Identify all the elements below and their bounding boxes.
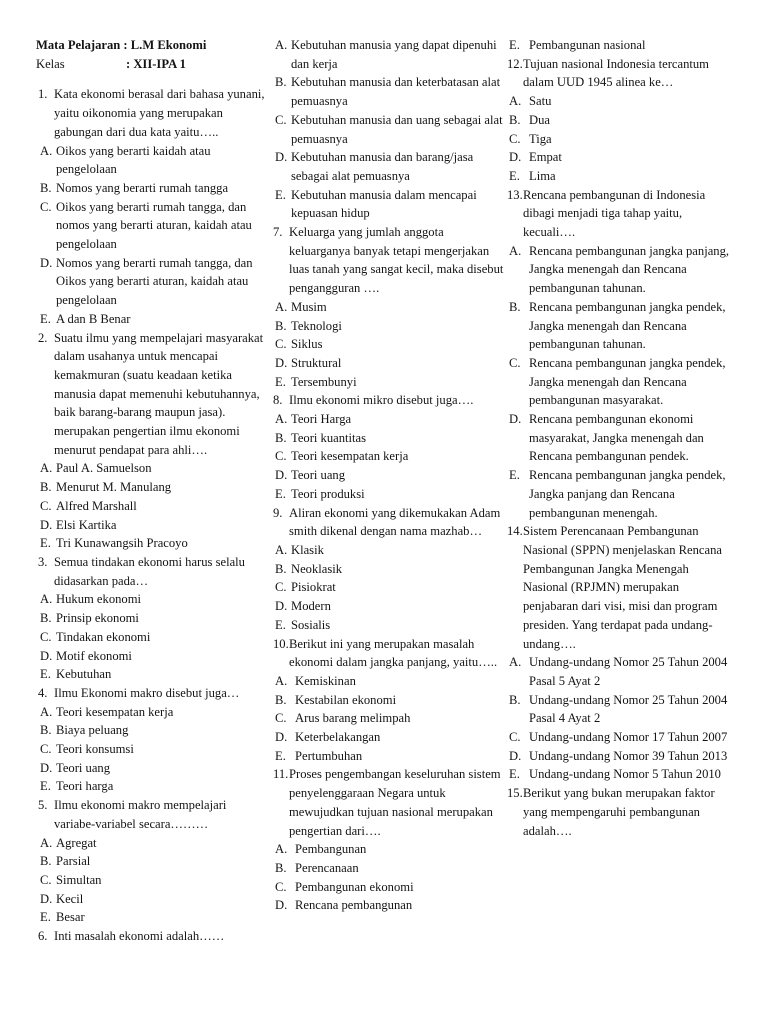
question-number: 1. — [38, 87, 48, 102]
answer-option — [36, 310, 268, 329]
answer-option — [36, 142, 268, 179]
option-text: Menurut M. Manulang — [56, 480, 172, 495]
option-text: Teori kesempatan kerja — [291, 449, 409, 464]
question-text: Proses pengembangan keseluruhan sistem penyelenggaraan Negara untuk mewujudkan tujuan nasional merupakan pengertian dari…. — [289, 767, 501, 838]
answer-option — [505, 298, 733, 354]
option-letter: D. — [275, 898, 288, 913]
question-number: 14. — [507, 524, 523, 539]
option-text: Teknologi — [291, 318, 342, 333]
answer-option — [36, 852, 268, 871]
option-letter: C. — [40, 498, 52, 513]
question-text: Tujuan nasional Indonesia tercantum dalam UUD 1945 alinea ke… — [523, 56, 709, 90]
option-text: Elsi Kartika — [56, 517, 117, 532]
option-text: Keterbelakangan — [295, 730, 381, 745]
answer-option — [505, 691, 733, 728]
option-letter: D. — [40, 760, 53, 775]
question-number: 15. — [507, 786, 523, 801]
question-item — [271, 765, 507, 915]
answer-option — [36, 254, 268, 310]
question-item — [271, 504, 507, 635]
option-text: Simultan — [56, 872, 102, 887]
answer-option — [271, 709, 507, 728]
answer-option — [271, 616, 507, 635]
option-text: Teori harga — [56, 779, 114, 794]
answer-option — [505, 747, 733, 766]
question-item — [36, 329, 268, 553]
option-letter: A. — [509, 655, 522, 670]
question-stem — [271, 504, 507, 541]
option-letter: A. — [275, 673, 288, 688]
option-letter: D. — [40, 517, 53, 532]
option-text: Motif ekonomi — [56, 648, 132, 663]
question-stem — [36, 329, 268, 460]
question-number: 11. — [273, 767, 289, 782]
question-stem — [36, 927, 268, 946]
option-letter: B. — [40, 723, 52, 738]
option-letter: C. — [40, 742, 52, 757]
question-number: 4. — [38, 685, 48, 700]
answer-option — [505, 728, 733, 747]
answer-option — [36, 628, 268, 647]
option-text: Kestabilan ekonomi — [295, 692, 397, 707]
answer-option — [505, 410, 733, 466]
option-letter: D. — [275, 599, 288, 614]
option-text: Dua — [529, 112, 550, 127]
question-stem — [271, 223, 507, 298]
option-text: Kecil — [56, 891, 84, 906]
answer-option — [271, 36, 507, 73]
question-stem — [505, 784, 733, 840]
option-text: Teori uang — [56, 760, 111, 775]
option-letter: E. — [509, 38, 520, 52]
option-letter: C. — [509, 355, 521, 370]
option-text: Oikos yang berarti kaidah atau pengelolaan — [56, 143, 211, 177]
option-letter: E. — [40, 311, 51, 326]
option-letter: C. — [40, 629, 52, 644]
answer-option — [505, 92, 733, 111]
answer-option — [505, 111, 733, 130]
answer-option — [505, 354, 733, 410]
option-letter: A. — [40, 461, 53, 476]
option-text: Arus barang melimpah — [295, 711, 411, 726]
option-letter: E. — [40, 910, 51, 925]
question-text: Ilmu ekonomi makro mempelajari variabe-variabel secara……… — [54, 798, 227, 831]
answer-option — [271, 373, 507, 392]
option-letter: D. — [509, 412, 522, 427]
option-letter: D. — [509, 150, 522, 165]
question-text: Aliran ekonomi yang dikemukakan Adam smith dikenal dengan nama mazhab… — [289, 505, 501, 539]
option-text: Nomos yang berarti rumah tangga, dan Oikos yang berarti aturan, kaidah atau pengelolaan — [56, 255, 253, 308]
answer-option — [36, 459, 268, 478]
option-letter: B. — [509, 299, 521, 314]
question-stem — [505, 522, 733, 653]
option-letter: D. — [509, 748, 522, 763]
option-text: Kemiskinan — [295, 673, 356, 688]
option-letter: A. — [40, 143, 53, 158]
answer-option — [505, 242, 733, 298]
answer-option — [36, 534, 268, 553]
answer-option — [271, 747, 507, 766]
answer-option — [271, 429, 507, 448]
answer-option — [505, 148, 733, 167]
option-text: Oikos yang berarti rumah tangga, dan nomos yang berarti aturan, kaidah atau pengelolaan — [56, 199, 252, 252]
option-text: A dan B Benar — [56, 311, 131, 326]
option-text: Teori kuantitas — [291, 430, 367, 445]
option-text: Biaya peluang — [56, 723, 129, 738]
option-letter: C. — [509, 131, 521, 146]
option-text: Perencanaan — [295, 860, 359, 875]
answer-option — [271, 541, 507, 560]
question-text: Suatu ilmu yang mempelajari masyarakat dalam usahanya untuk mencapai kemakmuran (suatu keadaan ketika manusia dapat memenuhi kebutuhannya, baik barang-barang maupun jasa). merupakan pengertian ilmu ekonomi menurut pendapat para ahli…. — [54, 330, 264, 457]
option-letter: B. — [40, 611, 52, 626]
option-letter: C. — [509, 730, 521, 745]
option-letter: E. — [40, 536, 51, 551]
answer-option — [271, 672, 507, 691]
option-letter: C. — [275, 879, 287, 894]
column-1 — [36, 36, 268, 946]
question-item — [36, 684, 268, 796]
option-letter: B. — [509, 112, 521, 127]
question-number: 10. — [273, 636, 289, 651]
option-letter: C. — [275, 337, 287, 352]
option-letter: B. — [275, 75, 287, 90]
question-text: Ilmu Ekonomi makro disebut juga… — [54, 685, 240, 700]
option-letter: A. — [40, 704, 53, 719]
option-text: Struktural — [291, 355, 342, 370]
option-text: Paul A. Samuelson — [56, 461, 152, 476]
answer-option — [271, 317, 507, 336]
answer-option — [271, 410, 507, 429]
answer-option — [271, 597, 507, 616]
option-letter: E. — [275, 187, 286, 202]
option-text: Rencana pembangunan jangka panjang, Jangka menengah dan Rencana pembangunan tahunan. — [529, 243, 730, 296]
option-letter: B. — [275, 430, 287, 445]
option-text: Teori uang — [291, 468, 346, 483]
question-text: Semua tindakan ekonomi harus selalu didasarkan pada… — [54, 554, 245, 588]
option-letter: A. — [509, 243, 522, 258]
option-text: Alfred Marshall — [56, 498, 137, 513]
option-text: Tiga — [529, 131, 552, 146]
class-value: : XII-IPA 1 — [126, 56, 186, 71]
option-letter: E. — [509, 468, 520, 483]
option-letter: A. — [509, 94, 522, 109]
question-stem — [271, 765, 507, 840]
option-letter: D. — [40, 648, 53, 663]
option-letter: D. — [275, 355, 288, 370]
answer-option — [505, 130, 733, 149]
question-number: 8. — [273, 393, 283, 408]
option-text: Tri Kunawangsih Pracoyo — [56, 536, 188, 551]
question-number: 6. — [38, 929, 48, 944]
answer-option — [271, 466, 507, 485]
option-letter: D. — [40, 255, 53, 270]
option-letter: B. — [275, 561, 287, 576]
answer-option — [505, 167, 733, 186]
answer-option — [271, 447, 507, 466]
question-item — [271, 391, 507, 503]
option-letter: D. — [40, 891, 53, 906]
answer-option — [505, 765, 733, 784]
option-text: Tindakan ekonomi — [56, 629, 151, 644]
question-number: 2. — [38, 330, 48, 345]
answer-option — [36, 198, 268, 254]
question-text: Kata ekonomi berasal dari bahasa yunani, yaitu oikonomia yang merupakan gabungan dari dua kata yaitu….. — [54, 87, 265, 139]
option-letter: C. — [275, 112, 287, 127]
question-number: 7. — [273, 225, 283, 240]
question-item — [36, 927, 268, 946]
answer-option — [36, 834, 268, 853]
option-letter: E. — [509, 168, 520, 183]
question-text: Keluarga yang jumlah anggota keluarganya banyak tetapi mengerjakan luas tanah yang sangat kecil, maka disebut pengangguran …. — [289, 225, 504, 296]
question-item — [505, 186, 733, 523]
answer-option — [36, 703, 268, 722]
option-text: Klasik — [291, 542, 324, 557]
answer-option — [271, 73, 507, 110]
option-text: Kebutuhan manusia dalam mencapai kepuasan hidup — [291, 187, 477, 221]
answer-option — [36, 871, 268, 890]
option-letter: E. — [275, 617, 286, 632]
option-text: Sosialis — [291, 617, 331, 632]
option-text: Teori Harga — [291, 412, 352, 427]
question-text: Ilmu ekonomi mikro disebut juga…. — [289, 393, 474, 408]
option-letter: C. — [275, 449, 287, 464]
option-letter: C. — [275, 580, 287, 595]
question-number: 13. — [507, 187, 523, 202]
option-text: Undang-undang Nomor 39 Tahun 2013 — [529, 748, 728, 763]
answer-option — [271, 578, 507, 597]
answer-option — [36, 740, 268, 759]
answer-option — [271, 896, 507, 915]
option-letter: B. — [275, 692, 287, 707]
option-text: Teori kesempatan kerja — [56, 704, 174, 719]
option-letter: C. — [275, 711, 287, 726]
answer-option — [271, 485, 507, 504]
option-letter: E. — [275, 748, 286, 763]
option-letter: A. — [275, 412, 288, 427]
option-letter: A. — [275, 542, 288, 557]
option-text: Rencana pembangunan jangka pendek, Jangka menengah dan Rencana pembangunan masyarakat. — [529, 355, 726, 408]
question-item — [36, 796, 268, 927]
option-text: Modern — [291, 599, 331, 614]
answer-option — [271, 840, 507, 859]
option-text: Kebutuhan — [56, 667, 112, 682]
answer-option — [271, 186, 507, 223]
option-letter: C. — [40, 199, 52, 214]
option-text: Nomos yang berarti rumah tangga — [56, 180, 229, 195]
option-text: Rencana pembangunan ekonomi masyarakat, Jangka menengah dan Rencana pembangunan pendek. — [529, 412, 704, 464]
answer-option — [271, 335, 507, 354]
answer-option — [271, 878, 507, 897]
answer-option — [36, 179, 268, 198]
question-stem — [36, 553, 268, 590]
answer-option — [505, 653, 733, 690]
answer-option — [36, 478, 268, 497]
question-stem — [505, 186, 733, 242]
option-letter: A. — [40, 835, 53, 850]
option-text: Kebutuhan manusia dan uang sebagai alat pemuasnya — [291, 112, 503, 146]
option-text: Empat — [529, 150, 562, 165]
option-text: Pembangunan nasional — [529, 38, 646, 52]
option-letter: B. — [275, 318, 287, 333]
option-text: Teori konsumsi — [56, 742, 134, 757]
question-number: 9. — [273, 505, 283, 520]
option-text: Undang-undang Nomor 25 Tahun 2004 Pasal 4 Ayat 2 — [529, 692, 728, 726]
answer-option — [36, 777, 268, 796]
answer-option — [36, 609, 268, 628]
question-item — [36, 553, 268, 684]
question-item — [505, 55, 733, 186]
exam-header — [36, 36, 268, 73]
question-stem — [505, 55, 733, 92]
option-text: Rencana pembangunan jangka pendek, Jangka panjang dan Rencana pembangunan menengah. — [529, 468, 726, 520]
option-text: Prinsip ekonomi — [56, 611, 139, 626]
option-letter: D. — [275, 730, 288, 745]
option-letter: E. — [40, 667, 51, 682]
answer-option — [271, 354, 507, 373]
answer-option — [271, 111, 507, 148]
option-text: Undang-undang Nomor 17 Tahun 2007 — [529, 730, 728, 745]
question-item — [505, 522, 733, 784]
option-text: Siklus — [291, 337, 323, 352]
option-text: Teori produksi — [291, 486, 365, 501]
question-item — [271, 36, 507, 223]
option-text: Agregat — [56, 835, 97, 850]
question-text: Berikut ini yang merupakan masalah ekonomi dalam jangka panjang, yaitu….. — [289, 636, 498, 670]
question-number: 3. — [38, 554, 48, 569]
option-text: Musim — [291, 299, 327, 314]
question-number: 5. — [38, 798, 48, 813]
column-2 — [271, 36, 507, 915]
answer-option — [505, 36, 733, 55]
option-text: Kebutuhan manusia yang dapat dipenuhi dan kerja — [291, 38, 497, 71]
question-text: Inti masalah ekonomi adalah…… — [54, 929, 225, 944]
option-text: Tersembunyi — [291, 374, 357, 389]
option-text: Satu — [529, 94, 552, 109]
answer-option — [36, 516, 268, 535]
answer-option — [36, 497, 268, 516]
answer-option — [36, 890, 268, 909]
option-letter: E. — [509, 767, 520, 782]
question-list — [505, 36, 733, 840]
answer-option — [36, 665, 268, 684]
answer-option — [36, 759, 268, 778]
option-letter: B. — [509, 692, 521, 707]
answer-option — [505, 466, 733, 522]
option-text: Undang-undang Nomor 5 Tahun 2010 — [529, 767, 721, 782]
option-text: Pertumbuhan — [295, 748, 363, 763]
option-letter: E. — [275, 486, 286, 501]
answer-option — [271, 148, 507, 185]
question-list — [36, 85, 268, 945]
option-letter: B. — [40, 480, 52, 495]
question-text: Berikut yang bukan merupakan faktor yang mempengaruhi pembangunan adalah…. — [523, 786, 715, 838]
option-text: Hukum ekonomi — [56, 592, 142, 607]
question-item — [505, 784, 733, 840]
answer-option — [36, 590, 268, 609]
answer-option — [271, 728, 507, 747]
question-stem — [36, 85, 268, 141]
option-text: Neoklasik — [291, 561, 343, 576]
answer-option — [271, 560, 507, 579]
option-letter: A. — [275, 38, 288, 52]
question-item — [36, 85, 268, 328]
answer-option — [36, 908, 268, 927]
option-text: Pisiokrat — [291, 580, 336, 595]
question-item — [271, 635, 507, 766]
subject-label: Mata Pelajaran : L.M Ekonomi — [36, 38, 207, 52]
question-stem — [271, 391, 507, 410]
option-letter: C. — [40, 872, 52, 887]
answer-option — [271, 691, 507, 710]
option-letter: D. — [275, 150, 288, 165]
option-text: Kebutuhan manusia dan barang/jasa sebagai alat pemuasnya — [291, 150, 474, 183]
answer-option — [36, 647, 268, 666]
option-letter: D. — [275, 468, 288, 483]
option-text: Pembangunan — [295, 842, 367, 857]
answer-option — [36, 721, 268, 740]
question-item — [271, 223, 507, 391]
option-letter: A. — [275, 842, 288, 857]
option-text: Besar — [56, 910, 85, 925]
option-text: Kebutuhan manusia dan keterbatasan alat pemuasnya — [291, 75, 501, 109]
option-text: Parsial — [56, 854, 91, 869]
answer-option — [271, 298, 507, 317]
option-text: Pembangunan ekonomi — [295, 879, 414, 894]
question-list — [271, 36, 507, 915]
option-letter: A. — [40, 592, 53, 607]
question-text: Sistem Perencanaan Pembangunan Nasional (SPPN) menjelaskan Rencana Pembangunan Jangka Menengah Nasional (RPJMN) merupakan penjabaran dari visi, misi dan program presiden. Yang terdapat pada undang-undang…. — [523, 524, 723, 651]
question-item — [505, 36, 733, 55]
option-letter: A. — [275, 299, 288, 314]
question-number: 12. — [507, 56, 523, 71]
option-letter: E. — [275, 374, 286, 389]
class-label: Kelas — [36, 56, 65, 71]
answer-option — [271, 859, 507, 878]
option-letter: E. — [40, 779, 51, 794]
option-letter: B. — [275, 860, 287, 875]
question-stem — [36, 796, 268, 833]
option-text: Lima — [529, 168, 556, 183]
option-letter: B. — [40, 180, 52, 195]
column-3 — [505, 36, 733, 840]
question-stem — [271, 635, 507, 672]
question-stem — [36, 684, 268, 703]
option-letter: B. — [40, 854, 52, 869]
question-text: Rencana pembangunan di Indonesia dibagi menjadi tiga tahap yaitu, kecuali…. — [523, 187, 706, 240]
option-text: Rencana pembangunan — [295, 898, 413, 913]
option-text: Undang-undang Nomor 25 Tahun 2004 Pasal 5 Ayat 2 — [529, 655, 728, 688]
option-text: Rencana pembangunan jangka pendek, Jangka menengah dan Rencana pembangunan tahunan. — [529, 299, 726, 352]
